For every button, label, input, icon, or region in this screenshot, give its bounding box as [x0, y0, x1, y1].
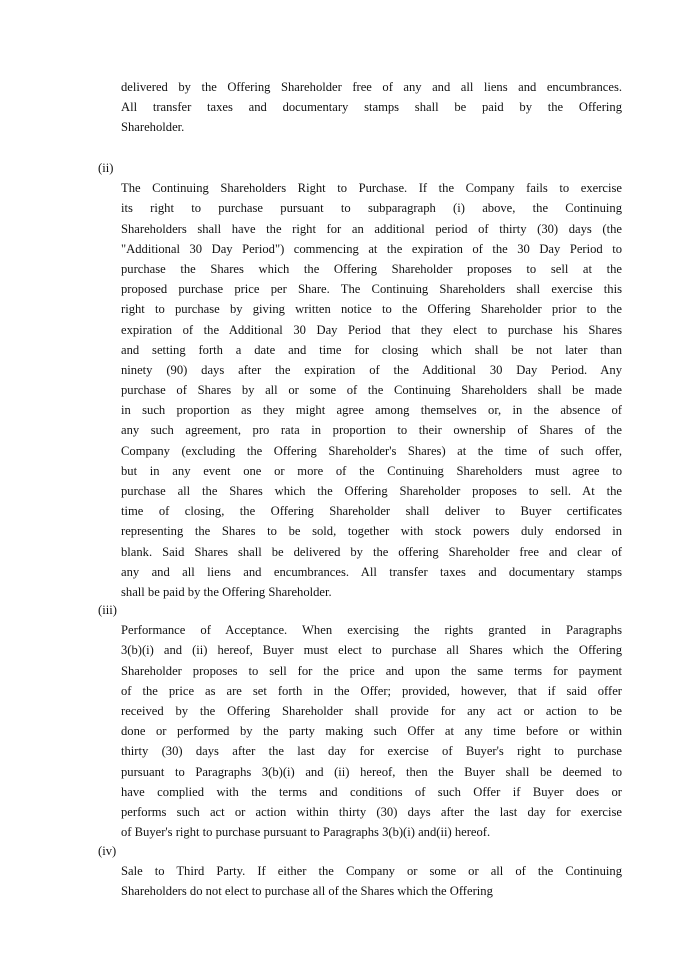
paragraph-ii: [98, 158, 622, 602]
text-line: [98, 441, 622, 461]
text-line: [98, 97, 622, 117]
text-line: [98, 600, 622, 640]
text-line: [98, 782, 622, 802]
text-line: [98, 542, 622, 562]
paragraph-iv: [98, 841, 622, 902]
text-line: [98, 661, 622, 681]
line-text: 3(b)(i) and (ii) hereof, Buyer must elect to purchase all Shares which the Offering: [121, 643, 622, 658]
list-marker: (iii): [98, 603, 117, 617]
text-line: [98, 320, 622, 340]
text-line: [98, 841, 622, 881]
text-line: [98, 481, 622, 501]
line-text: right to purchase by giving written notice to the Offering Shareholder prior to the: [121, 302, 622, 317]
text-line: [98, 741, 622, 761]
paragraph-iii: [98, 600, 622, 842]
line-text: and setting forth a date and time for closing which shall be not later than: [121, 342, 622, 357]
text-line: [98, 701, 622, 721]
line-text: time of closing, the Offering Shareholder shall deliver to Buyer certificates: [121, 504, 622, 519]
line-text: purchase all the Shares which the Offering Shareholder proposes to sell. At the: [121, 484, 622, 499]
list-marker: (iv): [98, 844, 117, 858]
line-text: Shareholder proposes to sell for the price and upon the same terms for payment: [121, 663, 622, 678]
text-line: [98, 198, 622, 218]
line-text: representing the Shares to be sold, together with stock powers duly endorsed in: [121, 524, 622, 539]
line-text: Company (excluding the Offering Shareholder's Shares) at the time of such offer,: [121, 443, 622, 458]
text-line: [98, 420, 622, 440]
text-line: [98, 117, 622, 137]
line-text: done or performed by the party making such Offer at any time before or within: [121, 724, 622, 739]
line-text: shall be paid by the Offering Shareholder.: [121, 584, 332, 599]
text-line: [98, 158, 622, 198]
line-text: delivered by the Offering Shareholder free of any and all liens and encumbrances.: [121, 80, 622, 94]
line-text: any and all liens and encumbrances. All transfer taxes and documentary stamps: [121, 564, 622, 579]
paragraph-i-continuation: [98, 77, 622, 138]
line-text: purchase of Shares by all or some of the Continuing Shareholders shall be made: [121, 383, 622, 398]
list-marker: (ii): [98, 161, 114, 175]
line-text: its right to purchase pursuant to subparagraph (i) above, the Continuing: [121, 201, 622, 216]
line-text: purchase the Shares which the Offering Shareholder proposes to sell at the: [121, 261, 622, 276]
text-line: [98, 380, 622, 400]
text-line: [98, 762, 622, 782]
line-text: pursuant to Paragraphs 3(b)(i) and (ii) hereof, then the Buyer shall be deemed to: [121, 764, 622, 779]
line-text: ninety (90) days after the expiration of the Additional 30 Day Period. Any: [121, 362, 622, 377]
line-text: All transfer taxes and documentary stamps shall be paid by the Offering: [121, 100, 622, 115]
text-line: [98, 400, 622, 420]
line-text: "Additional 30 Day Period") commencing at the expiration of the 30 Day Period to: [121, 241, 622, 256]
line-text: expiration of the Additional 30 Day Period that they elect to purchase his Shares: [121, 322, 622, 337]
text-line: [98, 279, 622, 299]
text-line: [98, 681, 622, 701]
line-text: The Continuing Shareholders Right to Purchase. If the Company fails to exercise: [121, 181, 622, 196]
text-line: [98, 259, 622, 279]
line-text: any such agreement, pro rata in proportion to their ownership of Shares of the: [121, 423, 622, 438]
text-line: [98, 340, 622, 360]
line-text: Performance of Acceptance. When exercising the rights granted in Paragraphs: [121, 623, 622, 638]
text-line: [98, 299, 622, 319]
line-text: blank. Said Shares shall be delivered by the offering Shareholder free and clear of: [121, 544, 622, 559]
text-line: [98, 640, 622, 660]
text-line: [98, 219, 622, 239]
line-text: Shareholder.: [121, 120, 185, 135]
text-line: [98, 461, 622, 481]
text-line: [98, 360, 622, 380]
line-text: thirty (30) days after the last day for exercise of Buyer's right to purchase: [121, 744, 622, 759]
text-line: [98, 239, 622, 259]
text-line: [98, 562, 622, 582]
line-text: Sale to Third Party. If either the Company or some or all of the Continuing: [121, 864, 622, 879]
line-text: in such proportion as they might agree among themselves or, in the absence of: [121, 403, 622, 418]
text-line: [98, 501, 622, 521]
text-line: [98, 521, 622, 541]
text-line: [98, 721, 622, 741]
line-text: but in any event one or more of the Continuing Shareholders must agree to: [121, 463, 622, 478]
text-line: [98, 881, 622, 901]
line-text: received by the Offering Shareholder shall provide for any act or action to be: [121, 703, 622, 718]
line-text: Shareholders shall have the right for an additional period of thirty (30) days (the: [121, 221, 622, 236]
line-text: proposed purchase price per Share. The Continuing Shareholders shall exercise this: [121, 282, 622, 297]
line-text: Shareholders do not elect to purchase all of the Shares which the Offering: [121, 884, 493, 899]
line-text: of the price as are set forth in the Offer; provided, however, that if said offer: [121, 683, 622, 698]
line-text: performs such act or action within thirty (30) days after the last day for exercise: [121, 804, 622, 819]
line-text: have complied with the terms and conditions of such Offer if Buyer does or: [121, 784, 622, 799]
text-line: [98, 77, 622, 97]
text-line: [98, 822, 622, 842]
line-text: of Buyer's right to purchase pursuant to Paragraphs 3(b)(i) and(ii) hereof.: [121, 825, 491, 840]
text-line: [98, 802, 622, 822]
